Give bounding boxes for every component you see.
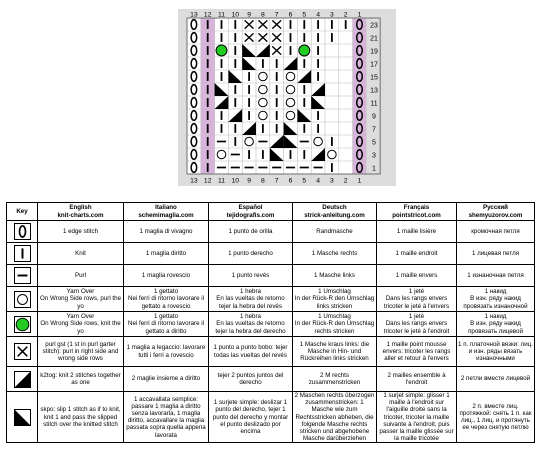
key-text: В изн. ряду накид провязать лицевой: [468, 320, 523, 335]
row-number: 23: [370, 22, 378, 30]
column-number-bottom: 9: [247, 177, 251, 185]
key-description-cell: [124, 243, 209, 265]
key-row: [7, 312, 535, 337]
column-number-bottom: 12: [203, 177, 212, 185]
key-description-cell: [209, 265, 293, 287]
column-number-bottom: 7: [274, 177, 279, 185]
yarn-over-green-icon: [216, 45, 227, 56]
yarn-over-icon: [14, 291, 31, 308]
key-description-cell: [38, 312, 124, 337]
key-description-cell: [293, 265, 377, 287]
key-text: 2 M rechts zusammenstricken: [308, 371, 361, 386]
column-number-top: 8: [261, 11, 265, 19]
key-description-cell: [209, 392, 293, 443]
row-number: 15: [370, 74, 378, 82]
key-description-cell: [209, 337, 293, 367]
row-number: 9: [372, 113, 376, 121]
key-text: 2 mailles ensemble à l'endroit: [387, 371, 446, 386]
column-number-top: 10: [231, 11, 240, 19]
key-text: purl gst (1 st in purl garter stitch): purl in right side and wrong side rows: [42, 340, 119, 363]
key-description-cell: [293, 312, 377, 337]
key-text: 1 п. платочной вязки: лиц. и изн. ряды вязать изнаночными: [458, 340, 533, 363]
key-text: 1 hebra: [240, 313, 261, 321]
key-text: In der Rück-R den Umschlag links stricken: [294, 295, 375, 310]
key-text: 1 maille lisière: [396, 227, 437, 235]
key-row: [7, 243, 535, 265]
k2tog-icon: [14, 371, 31, 388]
key-description-cell: [377, 221, 457, 243]
key-description-cell: [377, 312, 457, 337]
column-number-top: 1: [357, 11, 362, 19]
key-text: 1 accavallata semplice: passare 1 maglia a diritto senza lavorarla, 1 maglia diritto, accavallare la maglia passata sopra quella appena lavorata: [126, 395, 206, 439]
yarn-over-green-icon: [14, 316, 31, 333]
key-text: Randmasche: [316, 227, 353, 235]
knitting-chart: [178, 9, 394, 197]
skpo-icon: [14, 409, 31, 426]
key-text: Nei ferri di ritorno lavorare il gettato a rovescio: [128, 295, 204, 310]
key-text: k2tog: knit 2 stitches together as one: [40, 371, 121, 386]
key-text: Knit: [75, 249, 86, 257]
header-deutsch: Deutsch strick-anleitung.com: [293, 203, 377, 221]
key-description-cell: [209, 221, 293, 243]
key-text: 1 накид: [484, 313, 507, 321]
column-number-bottom: 5: [302, 177, 307, 185]
key-text: Dans les rangs envers tricoter le jeté à l'envers: [383, 295, 450, 310]
edge-stitch-icon: [14, 223, 31, 240]
column-number-top: 2: [343, 11, 348, 19]
key-description-cell: [209, 243, 293, 265]
key-description-cell: [457, 367, 535, 392]
row-number: 5: [372, 139, 376, 147]
key-text: 1 Umschlag: [318, 313, 351, 321]
column-number-top: 13: [190, 11, 198, 19]
key-text: кромочная петля: [471, 227, 520, 235]
header-italiano: Italiano schemimaglia.com: [124, 203, 209, 221]
yo-icon: [259, 98, 268, 107]
key-text: 1 maglia diritto: [145, 249, 187, 257]
key-text: 1 лицевая петля: [471, 249, 520, 257]
row-number: 7: [372, 126, 376, 134]
header-key: Key: [7, 203, 38, 221]
row-number: 19: [370, 48, 378, 56]
key-text: 1 Masche links: [314, 271, 355, 279]
key-description-cell: [457, 287, 535, 312]
key-text: 1 punto revés: [231, 271, 270, 279]
key-description-cell: [457, 243, 535, 265]
key-symbol-cell: [7, 337, 38, 367]
key-row: [7, 392, 535, 443]
key-description-cell: [124, 221, 209, 243]
key-description-cell: [457, 265, 535, 287]
key-text: 1 edge stitch: [62, 227, 99, 235]
key-description-cell: [209, 287, 293, 312]
key-text: 1 punto a punto bobo: tejer todas las vueltas del revés: [213, 344, 288, 359]
key-description-cell: [457, 221, 535, 243]
column-number-top: 11: [217, 11, 226, 19]
key-description-cell: [457, 392, 535, 443]
key-row: [7, 367, 535, 392]
key-text: 1 surjete simple: deslizar 1 punto del derecho, tejer 1 punto del derecho y montar el punto deslizado por encima: [212, 399, 289, 436]
key-text: 1 maille endroit: [395, 249, 438, 257]
key-row: [7, 221, 535, 243]
header-espanol: Español tejidografis.com: [209, 203, 293, 221]
yarn-over-green-icon: [299, 45, 310, 56]
key-description-cell: [293, 367, 377, 392]
key-text: On Wrong Side rows, purl the yo: [39, 295, 122, 310]
key-symbol-cell: [7, 312, 38, 337]
key-text: On Wrong Side rows, knit the yo: [40, 320, 121, 335]
yo-icon: [245, 137, 254, 146]
key-symbol-cell: [7, 265, 38, 287]
column-number-top: 6: [288, 11, 293, 19]
key-text: Dans les rangs envers tricoter le jeté à l'endroit: [383, 320, 450, 335]
column-number-bottom: 13: [190, 177, 198, 185]
row-number: 17: [370, 61, 378, 69]
column-number-bottom: 6: [288, 177, 293, 185]
key-symbol-cell: [7, 367, 38, 392]
key-description-cell: [38, 337, 124, 367]
key-description-cell: [124, 287, 209, 312]
key-header-row: [7, 203, 535, 221]
key-text: 1 Masche rechts: [311, 249, 358, 257]
symbol-key-table: [6, 202, 535, 443]
key-row: [7, 265, 535, 287]
key-description-cell: [124, 337, 209, 367]
key-text: 2 п. вместе лиц. протяжкой: снять 1 п. как лиц., 1 лиц. и протянуть ее через снятую петлю: [459, 402, 532, 432]
purl-icon: [14, 267, 31, 284]
key-text: Yarn Over: [66, 288, 95, 296]
key-symbol-cell: [7, 287, 38, 312]
yo-icon: [286, 98, 295, 107]
key-text: 1 gettato: [153, 313, 179, 321]
key-text: 2 Maschen rechts überzogen zusammenstricken: 1 Masche wie zum Rechtsstricken abheben, die folgende Masche rechts stricken und abgehobene Masche darüberziehen: [294, 392, 375, 443]
key-description-cell: [377, 392, 457, 443]
key-row: [7, 287, 535, 312]
key-text: 1 jeté: [408, 313, 425, 321]
yo-icon: [328, 150, 337, 159]
column-number-bottom: 10: [231, 177, 240, 185]
key-text: 1 maille point mousse envers: tricoter les rangs aller et retour à l'envers: [382, 340, 451, 363]
key-description-cell: [293, 287, 377, 312]
key-text: Nei ferri di ritorno lavorare il gettato a diritto: [128, 320, 204, 335]
yo-icon: [314, 137, 323, 146]
key-symbol-cell: [7, 243, 38, 265]
key-description-cell: [377, 367, 457, 392]
key-description-cell: [209, 367, 293, 392]
key-description-cell: [293, 337, 377, 367]
key-description-cell: [38, 367, 124, 392]
key-description-cell: [124, 367, 209, 392]
header-russian: Русский shemyuzorov.com: [457, 203, 535, 221]
key-description-cell: [377, 265, 457, 287]
key-text: 1 maglia a legaccio: lavorare tutti i ferri a rovescio: [126, 344, 206, 359]
key-text: 1 gettato: [153, 288, 179, 296]
key-description-cell: [457, 337, 535, 367]
key-text: 1 maglia di vivagno: [139, 227, 193, 235]
key-description-cell: [38, 243, 124, 265]
column-number-top: 12: [203, 11, 212, 19]
key-text: 1 maille envers: [395, 271, 438, 279]
column-number-bottom: 8: [261, 177, 265, 185]
key-text: 1 punto derecho: [228, 249, 273, 257]
key-text: 1 jeté: [408, 288, 425, 296]
key-description-cell: [124, 392, 209, 443]
key-text: En las vueltas de retorno tejer la hebra del derecho: [215, 320, 286, 335]
key-text: In der Rück-R den Umschlag rechts stricken: [294, 320, 375, 335]
header-english: English knit-charts.com: [38, 203, 124, 221]
key-text: 2 петли вместе лицевой: [460, 375, 531, 383]
key-text: 1 изнаночная петля: [467, 271, 524, 279]
key-text: 1 punto de orilla: [228, 227, 273, 235]
key-text: 1 Umschlag: [318, 288, 351, 296]
key-text: 1 Masche kraus links: die Masche in Hin- und Rückreihen links stricken: [299, 340, 370, 363]
key-description-cell: [38, 392, 124, 443]
key-description-cell: [293, 243, 377, 265]
column-number-bottom: 4: [316, 177, 320, 185]
row-number: 11: [370, 100, 378, 108]
key-text: Yarn Over: [66, 313, 95, 321]
key-text: 1 накид: [484, 288, 507, 296]
key-symbol-cell: [7, 221, 38, 243]
yo-icon: [259, 85, 268, 94]
row-number: 1: [372, 165, 376, 173]
purl-gst-icon: [14, 343, 31, 360]
key-description-cell: [38, 265, 124, 287]
key-text: 1 surjet simple: glisser 1 maille à l'endroit sur l'aiguille droite sans la tricoter, tricoter la maille suivante à l'endroit, puis passer la maille glissée sur la maille tricotée: [379, 392, 454, 443]
key-description-cell: [377, 287, 457, 312]
yo-icon: [259, 111, 268, 120]
key-description-cell: [293, 392, 377, 443]
key-symbol-cell: [7, 392, 38, 443]
key-description-cell: [124, 312, 209, 337]
row-number: 21: [370, 35, 378, 43]
yo-icon: [286, 85, 295, 94]
column-number-bottom: 3: [330, 177, 334, 185]
column-number-bottom: 1: [357, 177, 362, 185]
header-francais: Français pointstricot.com: [377, 203, 457, 221]
key-row: [7, 337, 535, 367]
key-description-cell: [293, 221, 377, 243]
column-number-top: 5: [302, 11, 307, 19]
key-description-cell: [124, 265, 209, 287]
key-description-cell: [457, 312, 535, 337]
column-number-top: 9: [247, 11, 251, 19]
key-text: 1 hebra: [240, 288, 261, 296]
key-description-cell: [377, 243, 457, 265]
key-text: 2 maglie insieme a diritto: [131, 375, 201, 383]
row-number: 3: [372, 152, 376, 160]
column-number-bottom: 11: [217, 177, 226, 185]
key-text: 1 maglia rovescio: [141, 271, 191, 279]
key-text: skpo: slip 1 stitch as if to knit, knit 1 and pass the slipped stitch over the knitted stitch: [40, 406, 121, 428]
column-number-bottom: 2: [343, 177, 348, 185]
key-text: tejer 2 puntos juntos del derecho: [217, 371, 284, 386]
yo-icon: [286, 72, 295, 81]
yo-icon: [17, 294, 27, 304]
row-number: 13: [370, 87, 378, 95]
chart-svg: [178, 9, 396, 186]
column-number-top: 3: [330, 11, 334, 19]
key-description-cell: [38, 221, 124, 243]
key-text: Purl: [74, 271, 86, 279]
yarn-over-green-icon: [16, 318, 29, 331]
key-text: En las vueltas de retorno tejer la hebra del revés: [216, 295, 285, 310]
key-description-cell: [38, 287, 124, 312]
yo-icon: [217, 150, 226, 159]
column-number-top: 4: [316, 11, 320, 19]
key-description-cell: [377, 337, 457, 367]
yo-icon: [286, 111, 295, 120]
key-text: В изн. ряду накид провязать изнаночной: [463, 295, 528, 310]
yo-icon: [259, 72, 268, 81]
column-number-top: 7: [274, 11, 279, 19]
knit-icon: [14, 245, 31, 262]
key-description-cell: [209, 312, 293, 337]
